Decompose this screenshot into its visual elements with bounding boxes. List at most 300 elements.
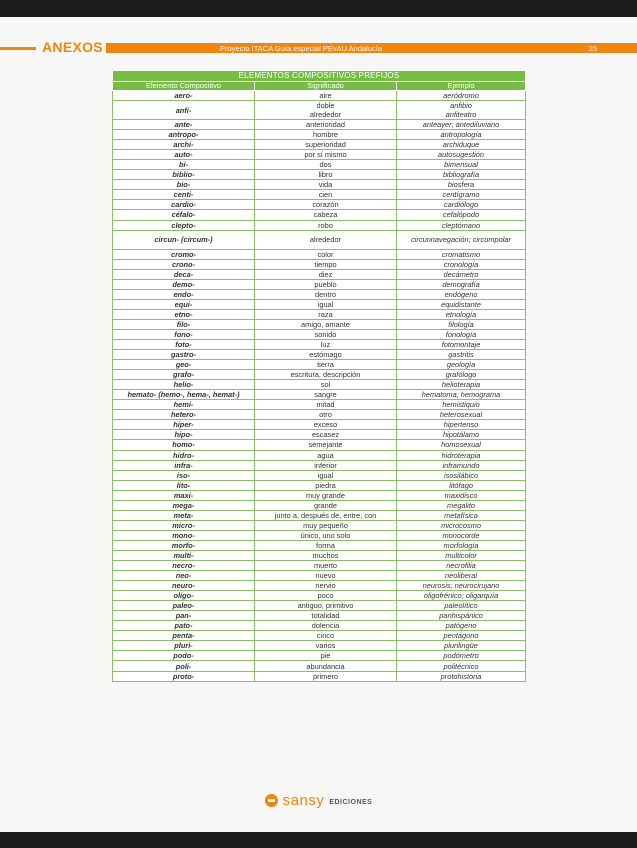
page-number: 25 — [588, 44, 597, 53]
header-rule — [0, 39, 637, 55]
table-row — [113, 581, 526, 591]
cell-example-line: etnología — [445, 309, 477, 319]
cell-example-line: hipotálamo — [442, 430, 480, 440]
cell-element: ante- — [113, 120, 255, 130]
cell-example-line: antropología — [440, 130, 482, 140]
cell-meaning — [255, 571, 397, 581]
cell-example-line: cronología — [443, 259, 479, 269]
cell-meaning — [255, 160, 397, 170]
cell-example — [397, 641, 526, 651]
cell-example-line: neurosis; neurocirujano — [422, 581, 500, 591]
cell-example-line: fonología — [445, 329, 477, 339]
table-row — [113, 91, 526, 101]
table-row — [113, 561, 526, 571]
cell-example-line: hidroterapia — [441, 450, 481, 460]
cell-element: céfalo- — [113, 210, 255, 220]
logo-wordmark: sansy — [282, 792, 325, 809]
cell-example — [397, 200, 526, 210]
cell-example-line: hipertenso — [443, 420, 479, 430]
logo-subtitle: EDICIONES — [329, 798, 373, 806]
cell-meaning — [255, 279, 397, 289]
cell-meaning-line: otro — [319, 410, 332, 420]
cell-example — [397, 550, 526, 560]
cell-element: oligo- — [113, 591, 255, 601]
table-row — [113, 651, 526, 661]
cell-meaning — [255, 339, 397, 349]
cell-example-line: hemistiquio — [442, 400, 480, 410]
cell-example — [397, 530, 526, 540]
table-row — [113, 571, 526, 581]
cell-example — [397, 621, 526, 631]
cell-meaning-line: poco — [317, 591, 334, 601]
table-row — [113, 540, 526, 550]
cell-meaning — [255, 510, 397, 520]
table-row — [113, 601, 526, 611]
table-row — [113, 360, 526, 370]
cell-meaning — [255, 329, 397, 339]
cell-example-line: plurilingüe — [444, 641, 478, 651]
cell-meaning — [255, 601, 397, 611]
cell-meaning — [255, 500, 397, 510]
cell-element: hetero- — [113, 410, 255, 420]
table-row — [113, 350, 526, 360]
cell-element: meta- — [113, 510, 255, 520]
section-title: ANEXOS — [42, 39, 103, 55]
cell-meaning-line: raza — [318, 309, 333, 319]
cell-example-line: panhispánico — [439, 611, 483, 621]
table-row — [113, 460, 526, 470]
cell-meaning-line: sol — [320, 380, 331, 390]
table-title: ELEMENTOS COMPOSITIVOS PREFIJOS — [113, 71, 526, 82]
table-row — [113, 101, 526, 120]
cell-element: penta- — [113, 631, 255, 641]
table-row — [113, 671, 526, 681]
cell-meaning-line: tierra — [317, 360, 334, 370]
cell-example — [397, 500, 526, 510]
cell-meaning — [255, 120, 397, 130]
cell-example — [397, 130, 526, 140]
cell-example-line: patógeno — [445, 621, 477, 631]
cell-meaning-line: amigo, amante — [301, 319, 350, 329]
table-row — [113, 120, 526, 130]
table-row — [113, 140, 526, 150]
cell-element: proto- — [113, 671, 255, 681]
cell-element: homo- — [113, 440, 255, 450]
cell-meaning — [255, 230, 397, 249]
cell-meaning-line: alrededor — [309, 235, 342, 245]
cell-element: bio- — [113, 180, 255, 190]
cell-meaning-line: vida — [318, 180, 333, 190]
cell-example — [397, 339, 526, 349]
cell-example-line: monocorde — [442, 530, 480, 540]
table-row — [113, 170, 526, 180]
cell-meaning-line: pueblo — [314, 279, 337, 289]
table-row — [113, 440, 526, 450]
cell-example — [397, 140, 526, 150]
cell-meaning — [255, 561, 397, 571]
cell-meaning — [255, 581, 397, 591]
cell-meaning-line: nuevo — [315, 571, 336, 581]
cell-element: infra- — [113, 460, 255, 470]
cell-meaning-line: anterioridad — [305, 120, 346, 130]
cell-element: pan- — [113, 611, 255, 621]
table-row — [113, 200, 526, 210]
cell-meaning-line: muy grande — [305, 490, 346, 500]
table-row — [113, 480, 526, 490]
cell-meaning-line: igual — [317, 470, 334, 480]
cell-example — [397, 289, 526, 299]
table-row — [113, 621, 526, 631]
cell-meaning-line: corazón — [312, 200, 339, 210]
cell-meaning-line: sangre — [314, 390, 337, 400]
cell-meaning — [255, 490, 397, 500]
table-row — [113, 510, 526, 520]
cell-example — [397, 520, 526, 530]
cell-element: circun- (circum-) — [113, 230, 255, 249]
table-row — [113, 299, 526, 309]
cell-meaning — [255, 611, 397, 621]
cell-example-line: neoliberal — [444, 571, 478, 581]
cell-element: neuro- — [113, 581, 255, 591]
cell-element: iso- — [113, 470, 255, 480]
cell-meaning — [255, 150, 397, 160]
cell-example — [397, 150, 526, 160]
cell-element: paleo- — [113, 601, 255, 611]
table-row — [113, 661, 526, 671]
cell-example — [397, 160, 526, 170]
cell-meaning — [255, 520, 397, 530]
cell-meaning-line: forma — [316, 540, 335, 550]
cell-example-line: podómetro — [443, 651, 479, 661]
table-row — [113, 210, 526, 220]
cell-element: hemato- (hemo-, hema-, hemat-) — [113, 390, 255, 400]
cell-meaning — [255, 470, 397, 480]
cell-meaning — [255, 170, 397, 180]
cell-element: deca- — [113, 269, 255, 279]
table-row — [113, 420, 526, 430]
cell-example-line: microcosmo — [441, 520, 481, 530]
table-row — [113, 130, 526, 140]
cell-example-line: anteayer; antediluviano — [422, 120, 500, 130]
cell-example — [397, 611, 526, 621]
cell-example — [397, 400, 526, 410]
cell-example — [397, 440, 526, 450]
table-row — [113, 279, 526, 289]
header-band — [106, 43, 637, 53]
cell-meaning — [255, 289, 397, 299]
cell-meaning-line: libro — [318, 170, 333, 180]
page-footer — [0, 792, 637, 814]
cell-example — [397, 299, 526, 309]
cell-example-line: cefalópodo — [442, 210, 480, 220]
cell-element: hiper- — [113, 420, 255, 430]
cell-element: gastro- — [113, 350, 255, 360]
table-header-row — [113, 82, 526, 91]
cell-element: maxi- — [113, 490, 255, 500]
cell-meaning — [255, 140, 397, 150]
cell-example — [397, 601, 526, 611]
table-row — [113, 520, 526, 530]
table-row — [113, 490, 526, 500]
cell-meaning-line: nervio — [315, 581, 336, 591]
cell-example-line: anfiteatro — [445, 110, 477, 120]
cell-meaning — [255, 540, 397, 550]
cell-example — [397, 390, 526, 400]
cell-example-line: homosexual — [441, 440, 481, 450]
cell-example-line: multicolor — [445, 550, 477, 560]
cell-meaning-line: varios — [315, 641, 336, 651]
cell-example — [397, 410, 526, 420]
cell-meaning-line: dos — [319, 160, 332, 170]
cell-element: archi- — [113, 140, 255, 150]
table-row — [113, 339, 526, 349]
cell-example-line: necrofilia — [446, 561, 476, 571]
cell-example-line: autosugestión — [438, 150, 485, 160]
cell-meaning-line: alrededor — [309, 110, 342, 120]
cell-example-line: cleptómano — [441, 220, 481, 230]
cell-meaning — [255, 350, 397, 360]
cell-example — [397, 350, 526, 360]
cell-example — [397, 571, 526, 581]
cell-example — [397, 631, 526, 641]
cell-example-line: anfibio — [450, 101, 472, 111]
cell-element: multi- — [113, 550, 255, 560]
cell-example — [397, 259, 526, 269]
cell-meaning — [255, 390, 397, 400]
table-row — [113, 550, 526, 560]
cell-example-line: decámetro — [443, 269, 479, 279]
cell-example-line: maxidisco — [444, 490, 478, 500]
cell-example — [397, 420, 526, 430]
table-row — [113, 319, 526, 329]
cell-meaning-line: semejante — [308, 440, 343, 450]
cell-example-line: aeródromo — [443, 91, 479, 101]
cell-meaning-line: dentro — [315, 289, 336, 299]
table-row — [113, 180, 526, 190]
table-row — [113, 329, 526, 339]
cell-meaning-line: cabeza — [313, 210, 338, 220]
table-row — [113, 289, 526, 299]
cell-element: etno- — [113, 309, 255, 319]
cell-example-line: cardiólogo — [443, 200, 479, 210]
cell-element: equi- — [113, 299, 255, 309]
cell-element: cardio- — [113, 200, 255, 210]
table-row — [113, 220, 526, 230]
cell-meaning — [255, 190, 397, 200]
cell-example-line: helioterapia — [441, 380, 481, 390]
cell-element: pato- — [113, 621, 255, 631]
cell-example — [397, 279, 526, 289]
cell-meaning-line: dolencia — [311, 621, 340, 631]
cell-example — [397, 220, 526, 230]
cell-meaning-line: doble — [316, 101, 335, 111]
cell-example — [397, 380, 526, 390]
cell-meaning-line: primero — [312, 671, 339, 681]
cell-example-line: inframundo — [442, 460, 480, 470]
cell-element: bi- — [113, 160, 255, 170]
cell-meaning — [255, 101, 397, 120]
cell-meaning-line: exceso — [313, 420, 338, 430]
cell-example-line: gastritis — [448, 350, 474, 360]
cell-meaning-line: escasez — [311, 430, 340, 440]
cell-example-line: endógeno — [444, 289, 478, 299]
cell-example — [397, 490, 526, 500]
cell-example — [397, 319, 526, 329]
cell-element: mono- — [113, 530, 255, 540]
cell-meaning — [255, 91, 397, 101]
cell-meaning-line: luz — [320, 340, 331, 349]
table-row — [113, 380, 526, 390]
table-row — [113, 591, 526, 601]
cell-meaning-line: piedra — [315, 480, 336, 490]
cell-example-line: litófago — [449, 480, 473, 490]
cell-element: hemi- — [113, 400, 255, 410]
cell-example — [397, 561, 526, 571]
cell-example — [397, 581, 526, 591]
cell-example — [397, 480, 526, 490]
cell-example-line: centígramo — [442, 190, 480, 200]
cell-element: centi- — [113, 190, 255, 200]
cell-meaning — [255, 651, 397, 661]
cell-example-line: demografía — [442, 279, 480, 289]
cell-meaning — [255, 130, 397, 140]
cell-meaning-line: muy pequeño — [303, 520, 348, 530]
table-row — [113, 631, 526, 641]
table-row — [113, 470, 526, 480]
table-row — [113, 410, 526, 420]
cell-element: cromo- — [113, 249, 255, 259]
table-row — [113, 641, 526, 651]
cell-example — [397, 661, 526, 671]
cell-element: hipo- — [113, 430, 255, 440]
cell-example — [397, 101, 526, 120]
cell-example — [397, 329, 526, 339]
cell-element: clepto- — [113, 220, 255, 230]
cell-meaning-line: agua — [317, 450, 334, 460]
cell-meaning — [255, 370, 397, 380]
cell-meaning — [255, 259, 397, 269]
cell-element: neo- — [113, 571, 255, 581]
cell-example-line: filología — [448, 319, 474, 329]
table-row — [113, 309, 526, 319]
cell-example — [397, 230, 526, 249]
cell-example — [397, 540, 526, 550]
cell-example-line: fotomontaje — [441, 340, 481, 349]
column-header-example: Ejemplo — [397, 82, 526, 91]
prefix-table-wrapper — [112, 70, 525, 682]
cell-meaning-line: color — [317, 249, 334, 259]
cell-meaning-line: mitad — [316, 400, 335, 410]
table-row — [113, 611, 526, 621]
cell-meaning — [255, 410, 397, 420]
cell-example — [397, 510, 526, 520]
cell-meaning-line: diez — [318, 269, 333, 279]
cell-element: crono- — [113, 259, 255, 269]
table-title-row — [113, 71, 526, 82]
cell-example — [397, 450, 526, 460]
cell-meaning — [255, 530, 397, 540]
cell-meaning-line: grande — [313, 500, 337, 510]
cell-meaning — [255, 360, 397, 370]
cell-example-line: heterosexual — [439, 410, 483, 420]
table-row — [113, 430, 526, 440]
cell-example-line: isosilábico — [443, 470, 479, 480]
cell-meaning — [255, 591, 397, 601]
table-row — [113, 530, 526, 540]
cell-meaning — [255, 420, 397, 430]
table-row — [113, 390, 526, 400]
table-row — [113, 400, 526, 410]
cell-element: lito- — [113, 480, 255, 490]
cell-element: micro- — [113, 520, 255, 530]
cell-meaning — [255, 550, 397, 560]
cell-meaning-line: aire — [319, 91, 332, 101]
cell-element: filo- — [113, 319, 255, 329]
table-row — [113, 249, 526, 259]
cell-meaning — [255, 621, 397, 631]
cell-meaning-line: igual — [317, 299, 334, 309]
table-row — [113, 500, 526, 510]
cell-element: foto- — [113, 339, 255, 349]
cell-meaning — [255, 309, 397, 319]
cell-example-line: grafólogo — [445, 370, 477, 380]
cell-element: anfi- — [113, 101, 255, 120]
cell-meaning-line: junto a, después de, entre, con — [274, 510, 377, 520]
cell-element: geo- — [113, 360, 255, 370]
prefix-table — [112, 70, 526, 682]
cell-meaning — [255, 671, 397, 681]
cell-meaning — [255, 450, 397, 460]
cell-example-line: paleolítico — [444, 601, 478, 611]
cell-example — [397, 370, 526, 380]
cell-element: hidro- — [113, 450, 255, 460]
cell-meaning — [255, 460, 397, 470]
cell-example-line: biosfera — [447, 180, 475, 190]
cell-example — [397, 430, 526, 440]
cell-meaning-line: muerto — [313, 561, 337, 571]
cell-meaning-line: antiguo, primitivo — [297, 601, 354, 611]
cell-element: morfo- — [113, 540, 255, 550]
cell-meaning — [255, 269, 397, 279]
cell-example-line: geología — [446, 360, 476, 370]
cell-meaning-line: robo — [318, 220, 333, 230]
cell-example-line: hematoma; hemograma — [421, 390, 501, 400]
cell-example — [397, 360, 526, 370]
cell-meaning — [255, 249, 397, 259]
cell-meaning-line: muchos — [312, 550, 339, 560]
cell-meaning — [255, 430, 397, 440]
cell-meaning-line: cien — [318, 190, 333, 200]
cell-element: demo- — [113, 279, 255, 289]
cell-example — [397, 309, 526, 319]
cell-meaning-line: tiempo — [314, 259, 337, 269]
cell-meaning-line: inferior — [314, 460, 337, 470]
cell-meaning-line: sonido — [314, 329, 337, 339]
cell-example — [397, 269, 526, 279]
cell-meaning-line: único, uno solo — [300, 530, 351, 540]
cell-meaning-line: totalidad — [311, 611, 340, 621]
cell-meaning-line: escritura, descripción — [290, 370, 361, 380]
cell-example-line: morfología — [443, 540, 479, 550]
table-row — [113, 150, 526, 160]
cell-example-line: archiduque — [442, 140, 480, 150]
cell-meaning — [255, 299, 397, 309]
cell-example-line: equidistante — [441, 299, 481, 309]
table-row — [113, 230, 526, 249]
cell-meaning — [255, 220, 397, 230]
page — [0, 17, 637, 832]
cell-example-line: protohistoria — [440, 671, 482, 681]
